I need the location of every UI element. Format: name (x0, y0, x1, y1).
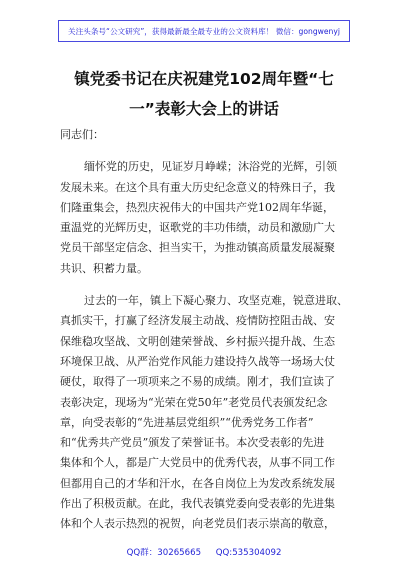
document-body (60, 125, 360, 535)
body-line: 硬仗，取得了一项项来之不易的成绩。刚才，我们宣读了 (60, 375, 335, 389)
title-line-2: 一”表彰大会上的讲话 (129, 100, 279, 118)
body-line: 但都用自己的才华和汗水，在各自岗位上为发改系统发展 (60, 476, 335, 490)
body-line: 和“优秀共产党员”颁发了荣誉证书。本次受表彰的先进 (60, 436, 325, 450)
body-line: 作出了积极贡献。在此，我代表镇党委向受表彰的先进集 (60, 497, 335, 511)
body-line: 过去的一年，镇上下凝心聚力、攻坚克难，锐意进取、 (84, 294, 348, 308)
body-line: 保维稳攻坚战、文明创建荣誉战、乡村振兴提升战、生态 (60, 334, 335, 348)
body-line: 党员干部坚定信念、担当实干，为推动镇高质量发展凝聚 (60, 241, 335, 255)
footer (0, 546, 408, 558)
banner-text: 关注头条号“公文研究”，获得最新最全最专业的公文资料库！ 微信：gongwenyj (68, 26, 340, 36)
body-line: 表彰决定，现场为“光荣在党50年”老党员代表颁发纪念 (60, 395, 328, 409)
body-line: 缅怀党的历史，见证岁月峥嵘；沐浴党的光辉，引领 (84, 160, 337, 174)
body-line: 体和个人表示热烈的祝贺，向老党员们表示崇高的敬意， (60, 517, 335, 531)
paragraph-gap (60, 279, 360, 291)
body-line: 章，向受表彰的“先进基层党组织”“优秀党务工作者” (60, 415, 314, 429)
title-line-1: 镇党委书记在庆祝建党102周年暨“七 (74, 70, 334, 88)
body-line: 共识、积蓄力量。 (60, 261, 148, 275)
body-line: 集体和个人，都是广大党员中的优秀代表，从事不同工作 (60, 456, 335, 470)
footer-qq: QQ:535304092 (215, 548, 282, 558)
footer-qq-group: QQ群：30265665 (126, 548, 202, 558)
body-line: 重温党的光辉历史，讴歌党的丰功伟绩，动员和激励广大 (60, 221, 335, 235)
top-banner (58, 20, 350, 42)
document-title (28, 64, 380, 124)
body-line: 环境保卫战、从严治党作风能力建设持久战等一场场大仗 (60, 354, 335, 368)
salutation: 同志们： (60, 128, 104, 141)
body-line: 真抓实干，打赢了经济发展主动战、疫情防控阻击战、安 (60, 314, 335, 328)
body-line: 发展未来。在这个具有重大历史纪念意义的特殊日子，我 (60, 180, 335, 194)
body-line: 们隆重集会，热烈庆祝伟大的中国共产党102周年华诞， (60, 200, 334, 214)
paragraph-gap (60, 145, 360, 157)
